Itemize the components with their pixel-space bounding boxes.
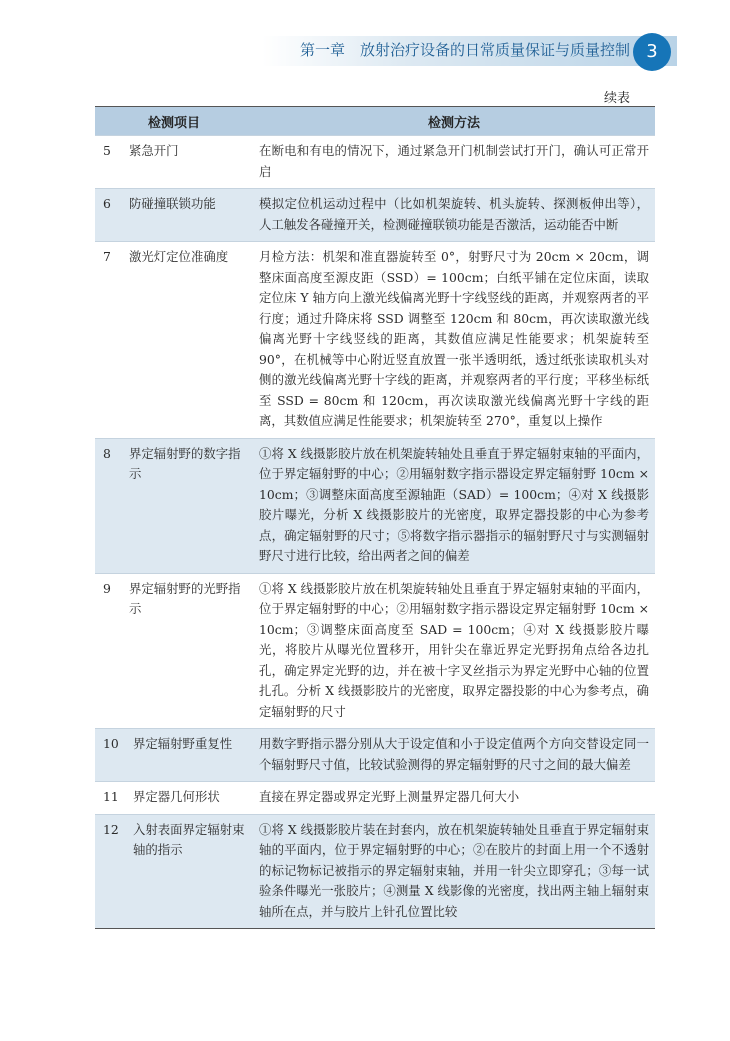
row-number: 7	[103, 249, 111, 264]
row-number: 8	[103, 445, 111, 461]
row-item: 界定辐射野的光野指示	[129, 580, 241, 616]
chapter-title: 第一章 放射治疗设备的日常质量保证与质量控制	[300, 41, 631, 59]
row-item: 紧急开门	[129, 143, 179, 158]
table-row	[95, 782, 655, 815]
row-number: 9	[103, 580, 111, 596]
row-item: 防碰撞联锁功能	[129, 196, 216, 211]
row-method: ①将 X 线摄影胶片装在封套内，放在机架旋转轴处且垂直于界定辐射束轴的平面内，位于界定辐射野的中心；②在胶片的封面上用一个不透射的标记物标记被指示的界定辐射束轴，并用一针尖立即穿孔；③每一试验条件曝光一张胶片；④测量 X 线影像的光密度，找出两主轴上辐射束轴所在点，并与胶片上针孔位置比较	[253, 814, 655, 929]
table-row	[95, 573, 655, 729]
inspection-table	[95, 106, 655, 929]
row-number: 10	[103, 736, 119, 751]
row-method: 在断电和有电的情况下，通过紧急开门机制尝试打开门，确认可正常开启	[253, 136, 655, 189]
row-method: 月检方法：机架和准直器旋转至 0°，射野尺寸为 20cm × 20cm，调整床面高度至源皮距（SSD）= 100cm；白纸平铺在定位床面，读取定位床 Y 轴方向上激光线偏离光野十字线竖线的距离，并观察两者的平行度；通过升降床将 SSD 调整至 120cm 和 80cm，再次读取激光线偏离光野十字线竖线的距离，其数值应满足性能要求；机架旋转至 90°，在机械等中心附近竖直放置一张半透明纸，透过纸张读取机头对侧的激光线偏离光野十字线的距离，并观察两者的平行度；平移坐标纸至 SSD = 80cm 和 120cm，再次读取激光线偏离光野十字线的距离，其数值应满足性能要求；机架旋转至 270°，重复以上操作	[253, 242, 655, 439]
page-number-badge: 3	[633, 33, 671, 71]
row-item: 界定辐射野的数字指示	[129, 445, 241, 481]
row-number: 11	[103, 789, 119, 804]
table-row	[95, 729, 655, 782]
row-method: 模拟定位机运动过程中（比如机架旋转、机头旋转、探测板伸出等），人工触发各碰撞开关，检测碰撞联锁功能是否激活，运动能否中断	[253, 189, 655, 242]
row-item: 界定器几何形状	[133, 789, 220, 804]
table-row	[95, 242, 655, 439]
row-number: 6	[103, 196, 111, 211]
continued-label: 续表	[604, 91, 631, 106]
row-item: 入射表面界定辐射束轴的指示	[133, 821, 245, 857]
column-header-method: 检测方法	[253, 107, 655, 136]
row-item: 界定辐射野重复性	[133, 736, 233, 751]
row-number: 5	[103, 143, 111, 158]
table-row	[95, 136, 655, 189]
table-header-row	[95, 107, 655, 136]
row-method: 直接在界定器或界定光野上测量界定器几何大小	[253, 782, 655, 815]
row-method: ①将 X 线摄影胶片放在机架旋转轴处且垂直于界定辐射束轴的平面内，位于界定辐射野的中心；②用辐射数字指示器设定界定辐射野 10cm × 10cm；③调整床面高度至源轴距（SAD）= 100cm；④对 X 线摄影胶片曝光，分析 X 线摄影胶片的光密度，取界定器投影的中心为参考点，确定辐射野的尺寸；⑤将数字指示器指示的辐射野尺寸与实测辐射野尺寸进行比较，给出两者之间的偏差	[253, 438, 655, 573]
row-number: 12	[103, 821, 119, 837]
column-header-item: 检测项目	[95, 107, 253, 136]
row-item: 激光灯定位准确度	[129, 249, 229, 264]
table-row	[95, 189, 655, 242]
row-method: 用数字野指示器分别从大于设定值和小于设定值两个方向交替设定同一个辐射野尺寸值，比较试验测得的界定辐射野的尺寸之间的最大偏差	[253, 729, 655, 782]
table-row	[95, 814, 655, 929]
table-row	[95, 438, 655, 573]
row-method: ①将 X 线摄影胶片放在机架旋转轴处且垂直于界定辐射束轴的平面内，位于界定辐射野的中心；②用辐射数字指示器设定界定辐射野 10cm × 10cm；③调整床面高度至 SAD = 100cm；④对 X 线摄影胶片曝光，将胶片从曝光位置移开，用针尖在靠近界定光野拐角点给各边扎孔，确定界定光野的边，并在被十字叉丝指示为界定光野中心轴的位置扎孔。分析 X 线摄影胶片的光密度，取界定器投影的中心为参考点，确定辐射野的尺寸	[253, 573, 655, 729]
